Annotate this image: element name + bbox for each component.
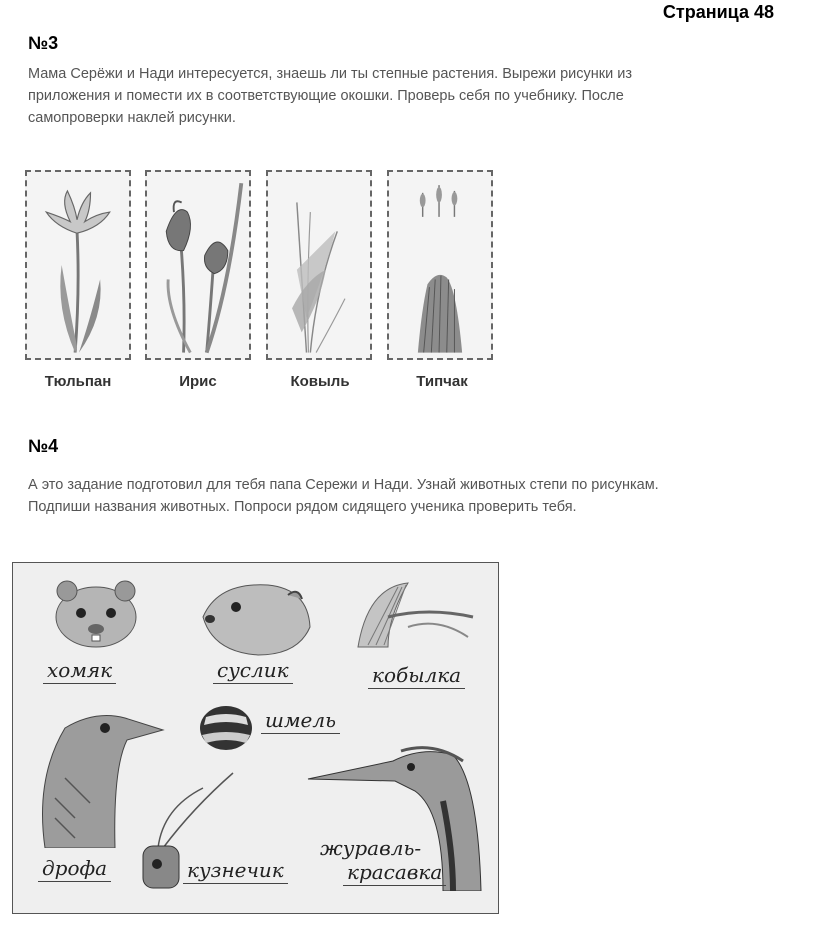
task4-title: №4 [28,436,59,456]
bustard-caption: дрофа [38,856,111,882]
plant-card-fescue [387,170,493,360]
task4-text [28,474,778,518]
grasshopper-filly-caption: кобылка [368,663,465,689]
task3-text-line: приложения и помести их в соответствующие окошки. Проверь себя по учебнику. После [28,88,624,104]
tulip-icon [27,172,129,358]
plant-card-tulip [25,170,131,360]
gopher-caption: суслик [213,658,293,684]
bumblebee-icon [198,703,254,753]
bumblebee-caption: шмель [261,708,340,734]
animals-panel [12,562,499,914]
iris-icon [147,172,249,358]
plant-label: Ковыль [290,373,350,390]
plant-label: Ирис [179,373,217,390]
plant-card-iris [145,170,251,360]
gopher-icon [198,577,313,657]
page-number: Страница 48 [662,2,774,22]
task4-text-line: Подпиши названия животных. Попроси рядом сидящего ученика проверить тебя. [28,499,577,515]
fescue-icon [389,172,491,358]
grasshopper-caption: кузнечик [183,858,288,884]
plant-label: Тюльпан [44,373,112,390]
plant-label: Типчак [416,373,468,390]
grasshopper-filly-icon [348,577,478,657]
feather-grass-icon [268,172,370,358]
plant-cards [25,170,505,400]
plant-card-feather-grass [266,170,372,360]
task3-text [28,63,778,129]
task3-text-line: Мама Серёжи и Нади интересуется, знаешь ли ты степные растения. Вырежи рисунки из [28,66,633,82]
task3-title: №3 [28,33,59,53]
hamster-icon [51,577,141,649]
crane-caption: журавль- [320,836,422,860]
task3-text-line: самопроверки наклей рисунки. [28,110,236,126]
crane-caption: красавка [343,860,446,886]
task4-text-line: А это задание подготовил для тебя папа Сережи и Нади. Узнай животных степи по рисункам. [28,477,659,493]
hamster-caption: хомяк [43,658,116,684]
